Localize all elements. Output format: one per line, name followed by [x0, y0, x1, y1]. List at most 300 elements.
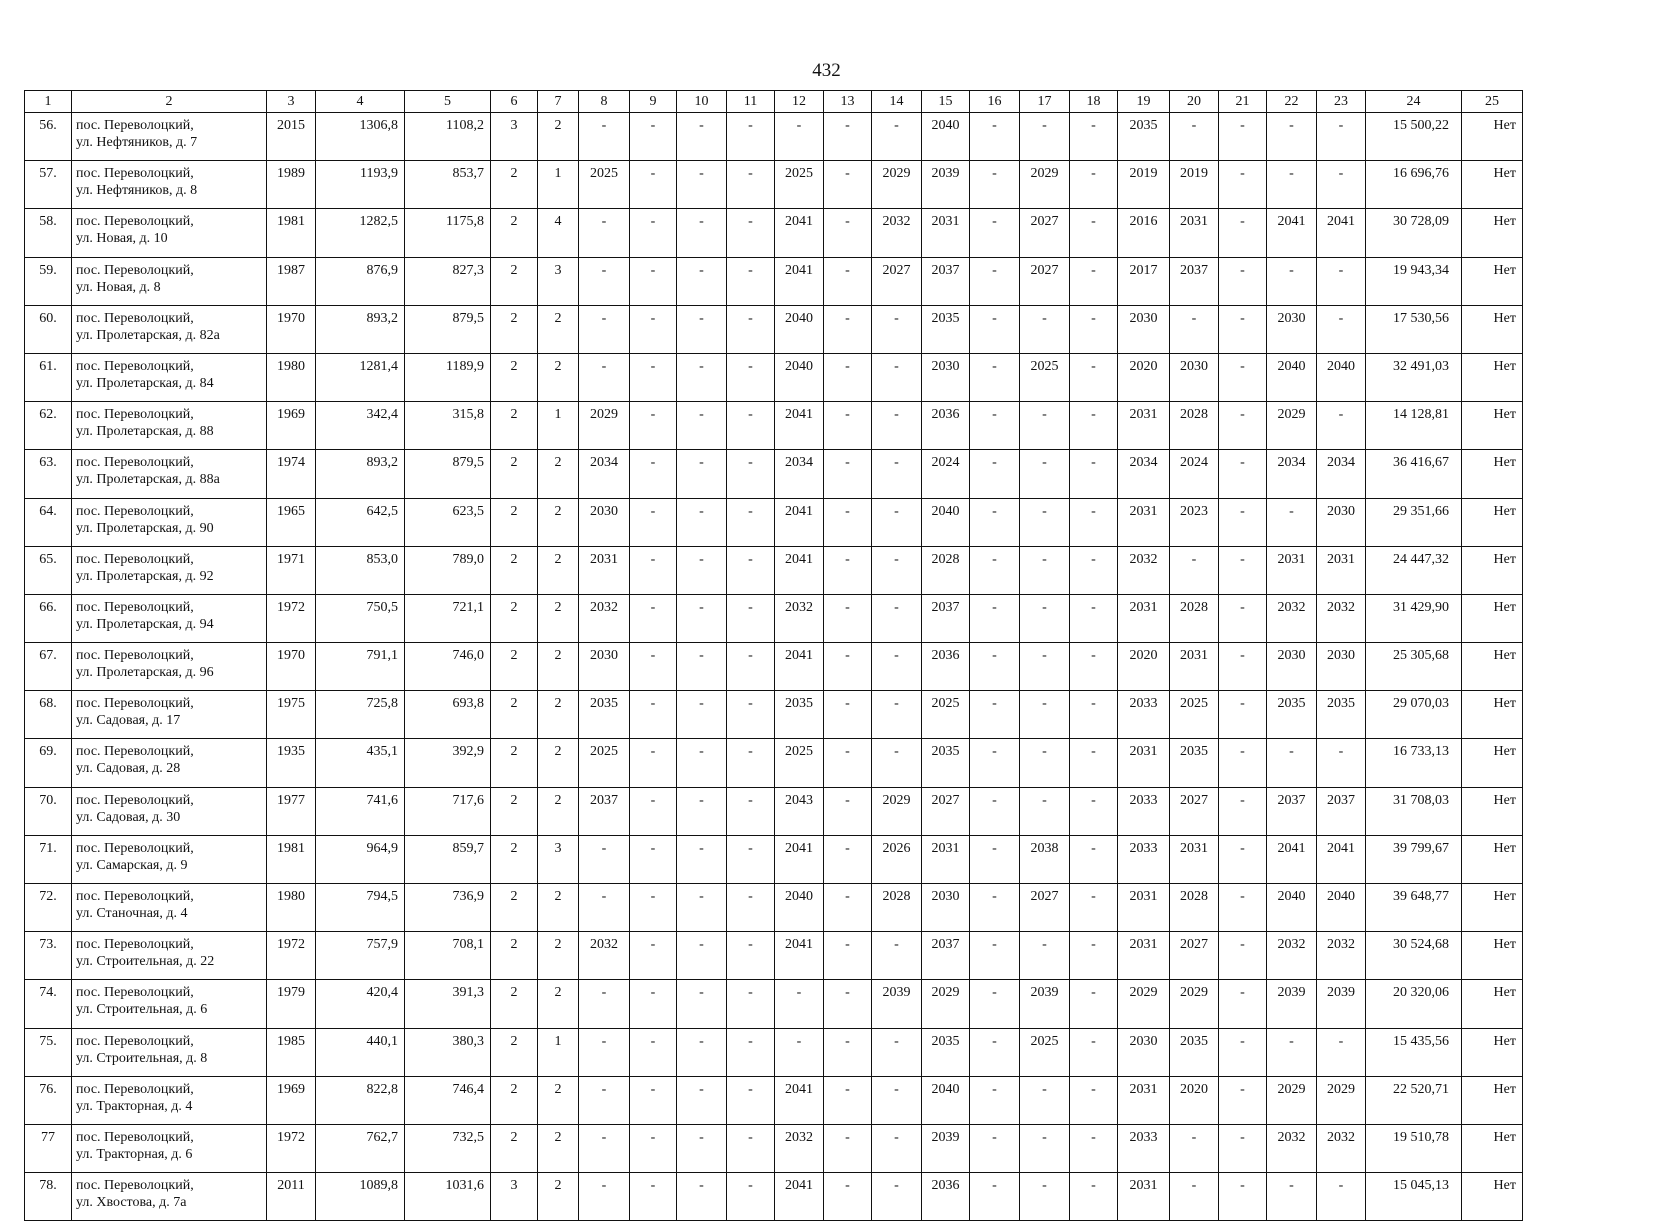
data-cell: -	[1267, 113, 1317, 161]
data-cell: 2037	[922, 594, 970, 642]
cost-cell: 19 510,78	[1366, 1124, 1462, 1172]
address-street: ул. Нефтяников, д. 8	[76, 183, 198, 199]
data-cell: 2019	[1118, 161, 1170, 209]
data-cell: 2032	[1317, 1124, 1366, 1172]
data-cell: -	[579, 1124, 630, 1172]
data-cell: -	[824, 643, 872, 691]
row-number-cell: 68.	[25, 691, 72, 739]
address-settlement: пос. Переволоцкий,	[76, 358, 194, 374]
column-header-21: 21	[1219, 91, 1267, 113]
address-cell	[72, 113, 267, 161]
data-cell: 2	[491, 498, 538, 546]
data-cell: 3	[491, 1173, 538, 1221]
data-cell: 2031	[1170, 643, 1219, 691]
data-cell: -	[1070, 257, 1118, 305]
data-cell: -	[872, 739, 922, 787]
table-row	[25, 932, 1523, 980]
data-cell: 2	[491, 353, 538, 401]
data-cell: 2040	[1317, 884, 1366, 932]
data-cell: 2039	[1317, 980, 1366, 1028]
data-cell: -	[579, 1076, 630, 1124]
data-cell: 2034	[775, 450, 824, 498]
data-cell: 2032	[1118, 546, 1170, 594]
data-cell: -	[1070, 450, 1118, 498]
data-cell: 2035	[579, 691, 630, 739]
data-cell: -	[677, 691, 727, 739]
data-cell: 2	[491, 1076, 538, 1124]
year-cell: 1970	[267, 643, 316, 691]
data-cell: 2	[491, 209, 538, 257]
flag-cell: Нет	[1462, 1173, 1523, 1221]
address-cell	[72, 932, 267, 980]
data-cell: -	[970, 643, 1020, 691]
flag-cell: Нет	[1462, 884, 1523, 932]
data-cell: -	[727, 1028, 775, 1076]
data-cell: -	[1020, 1173, 1070, 1221]
data-cell: -	[1219, 1028, 1267, 1076]
data-cell: 2032	[1267, 594, 1317, 642]
row-number-cell: 72.	[25, 884, 72, 932]
data-cell: -	[970, 980, 1020, 1028]
data-cell: 2031	[1118, 1076, 1170, 1124]
data-cell: -	[1170, 1124, 1219, 1172]
table-row	[25, 1173, 1523, 1221]
table-row	[25, 113, 1523, 161]
address-settlement: пос. Переволоцкий,	[76, 262, 194, 278]
data-cell: 2	[491, 932, 538, 980]
data-cell: 2039	[922, 1124, 970, 1172]
data-cell: -	[1219, 691, 1267, 739]
area-cell: 1306,8	[316, 113, 405, 161]
address-settlement: пос. Переволоцкий,	[76, 455, 194, 471]
data-cell: -	[872, 498, 922, 546]
address-settlement: пос. Переволоцкий,	[76, 648, 194, 664]
data-cell: 2030	[922, 353, 970, 401]
flag-cell: Нет	[1462, 739, 1523, 787]
data-cell: -	[677, 1124, 727, 1172]
data-cell: 2032	[579, 594, 630, 642]
data-cell: -	[677, 161, 727, 209]
data-cell: 2031	[1118, 739, 1170, 787]
data-cell: -	[630, 932, 677, 980]
data-cell: 2040	[1267, 353, 1317, 401]
data-cell: 2030	[1267, 643, 1317, 691]
data-cell: 2029	[1118, 980, 1170, 1028]
cost-cell: 29 351,66	[1366, 498, 1462, 546]
area-cell: 964,9	[316, 835, 405, 883]
data-cell: -	[727, 498, 775, 546]
row-number-cell: 60.	[25, 305, 72, 353]
address-settlement: пос. Переволоцкий,	[76, 1081, 194, 1097]
column-header-18: 18	[1070, 91, 1118, 113]
column-header-25: 25	[1462, 91, 1523, 113]
data-cell: -	[970, 884, 1020, 932]
data-cell: -	[1020, 1076, 1070, 1124]
data-cell: -	[727, 450, 775, 498]
data-cell: 2040	[1267, 884, 1317, 932]
cost-cell: 25 305,68	[1366, 643, 1462, 691]
data-cell: 2037	[579, 787, 630, 835]
data-cell: -	[970, 787, 1020, 835]
address-street: ул. Строительная, д. 8	[76, 1050, 208, 1066]
area-cell: 879,5	[405, 305, 491, 353]
year-cell: 1975	[267, 691, 316, 739]
area-cell: 746,0	[405, 643, 491, 691]
data-cell: 2028	[1170, 402, 1219, 450]
data-cell: -	[872, 1076, 922, 1124]
data-cell: 2036	[922, 643, 970, 691]
column-header-11: 11	[727, 91, 775, 113]
data-cell: -	[1070, 1124, 1118, 1172]
address-cell	[72, 498, 267, 546]
data-cell: -	[970, 161, 1020, 209]
address-street: ул. Станочная, д. 4	[76, 906, 188, 921]
column-header-5: 5	[405, 91, 491, 113]
table-row	[25, 305, 1523, 353]
data-cell: -	[630, 739, 677, 787]
address-street: ул. Новая, д. 10	[76, 231, 168, 247]
area-cell: 1175,8	[405, 209, 491, 257]
data-cell: 2032	[1267, 1124, 1317, 1172]
data-cell: 2	[538, 305, 579, 353]
data-cell: -	[579, 113, 630, 161]
data-cell: 2036	[922, 402, 970, 450]
data-cell: 2029	[1020, 161, 1070, 209]
data-cell: -	[1317, 257, 1366, 305]
data-cell: 2033	[1118, 787, 1170, 835]
data-cell: -	[824, 1173, 872, 1221]
data-cell: -	[1020, 498, 1070, 546]
data-cell: -	[677, 835, 727, 883]
address-settlement: пос. Переволоцкий,	[76, 792, 194, 808]
column-header-13: 13	[824, 91, 872, 113]
table-row	[25, 1124, 1523, 1172]
row-number-cell: 69.	[25, 739, 72, 787]
address-cell	[72, 884, 267, 932]
data-cell: 2	[538, 980, 579, 1028]
column-header-4: 4	[316, 91, 405, 113]
data-cell: -	[727, 835, 775, 883]
data-cell: -	[970, 450, 1020, 498]
data-cell: 2	[491, 450, 538, 498]
data-cell: 2025	[922, 691, 970, 739]
data-cell: 2	[491, 594, 538, 642]
data-cell: 2037	[1170, 257, 1219, 305]
data-cell: -	[1219, 257, 1267, 305]
data-cell: -	[677, 402, 727, 450]
data-cell: 2032	[1317, 594, 1366, 642]
data-cell: 2031	[1170, 209, 1219, 257]
column-header-14: 14	[872, 91, 922, 113]
data-cell: -	[677, 1028, 727, 1076]
column-header-7: 7	[538, 91, 579, 113]
area-cell: 741,6	[316, 787, 405, 835]
data-cell: 2030	[579, 643, 630, 691]
data-cell: 2030	[1267, 305, 1317, 353]
year-cell: 1972	[267, 594, 316, 642]
cost-cell: 15 045,13	[1366, 1173, 1462, 1221]
data-cell: 2	[491, 305, 538, 353]
data-cell: 2039	[1267, 980, 1317, 1028]
data-cell: -	[1070, 353, 1118, 401]
data-cell: -	[727, 305, 775, 353]
address-settlement: пос. Переволоцкий,	[76, 310, 194, 326]
address-street: ул. Тракторная, д. 4	[76, 1098, 193, 1114]
data-cell: -	[1317, 305, 1366, 353]
address-settlement: пос. Переволоцкий,	[76, 1178, 194, 1194]
row-number-cell: 62.	[25, 402, 72, 450]
table-row	[25, 353, 1523, 401]
area-cell: 736,9	[405, 884, 491, 932]
data-cell: 2	[538, 498, 579, 546]
address-cell	[72, 1076, 267, 1124]
data-cell: 2016	[1118, 209, 1170, 257]
data-cell: 2030	[1317, 643, 1366, 691]
data-cell: -	[1020, 787, 1070, 835]
table-row	[25, 1028, 1523, 1076]
flag-cell: Нет	[1462, 1028, 1523, 1076]
data-cell: 2027	[1170, 787, 1219, 835]
data-cell: -	[824, 835, 872, 883]
data-cell: -	[1020, 643, 1070, 691]
address-cell	[72, 546, 267, 594]
data-cell: -	[970, 1028, 1020, 1076]
data-cell: 2025	[775, 739, 824, 787]
data-cell: -	[824, 257, 872, 305]
row-number-cell: 66.	[25, 594, 72, 642]
data-cell: -	[1070, 932, 1118, 980]
data-cell: 2031	[579, 546, 630, 594]
column-number-header-row	[25, 91, 1523, 113]
data-cell: 2040	[775, 353, 824, 401]
data-cell: -	[1267, 1173, 1317, 1221]
data-cell: 2	[491, 739, 538, 787]
data-cell: 2040	[1317, 353, 1366, 401]
data-cell: -	[677, 450, 727, 498]
data-cell: -	[970, 305, 1020, 353]
column-header-10: 10	[677, 91, 727, 113]
data-cell: -	[1070, 980, 1118, 1028]
data-cell: -	[579, 209, 630, 257]
data-cell: -	[727, 980, 775, 1028]
data-cell: 2027	[872, 257, 922, 305]
area-cell: 789,0	[405, 546, 491, 594]
data-cell: -	[630, 643, 677, 691]
cost-cell: 31 429,90	[1366, 594, 1462, 642]
table-row	[25, 643, 1523, 691]
data-cell: 2041	[1267, 835, 1317, 883]
data-cell: 2	[538, 932, 579, 980]
data-cell: -	[872, 546, 922, 594]
data-cell: -	[1020, 1124, 1070, 1172]
data-cell: -	[677, 594, 727, 642]
row-number-cell: 61.	[25, 353, 72, 401]
data-cell: -	[1219, 1076, 1267, 1124]
row-number-cell: 65.	[25, 546, 72, 594]
data-cell: 2025	[1170, 691, 1219, 739]
area-cell: 1089,8	[316, 1173, 405, 1221]
data-cell: -	[1070, 1028, 1118, 1076]
data-cell: -	[1070, 546, 1118, 594]
table-row	[25, 980, 1523, 1028]
area-cell: 717,6	[405, 787, 491, 835]
data-cell: 2039	[1020, 980, 1070, 1028]
year-cell: 1970	[267, 305, 316, 353]
area-cell: 1108,2	[405, 113, 491, 161]
data-cell: -	[630, 161, 677, 209]
data-cell: -	[579, 305, 630, 353]
area-cell: 853,0	[316, 546, 405, 594]
table-row	[25, 787, 1523, 835]
cost-cell: 17 530,56	[1366, 305, 1462, 353]
data-cell: -	[727, 113, 775, 161]
year-cell: 1971	[267, 546, 316, 594]
address-cell	[72, 691, 267, 739]
data-cell: -	[727, 353, 775, 401]
data-cell: -	[1020, 546, 1070, 594]
data-cell: 2028	[1170, 884, 1219, 932]
data-cell: 2039	[922, 161, 970, 209]
column-header-2: 2	[72, 91, 267, 113]
data-cell: -	[727, 1124, 775, 1172]
table-row	[25, 161, 1523, 209]
data-cell: -	[1219, 498, 1267, 546]
data-cell: -	[824, 594, 872, 642]
data-cell: 2033	[1118, 1124, 1170, 1172]
data-cell: 2024	[1170, 450, 1219, 498]
data-cell: -	[630, 1124, 677, 1172]
column-header-17: 17	[1020, 91, 1070, 113]
column-header-22: 22	[1267, 91, 1317, 113]
data-cell: -	[677, 980, 727, 1028]
address-street: ул. Тракторная, д. 6	[76, 1146, 193, 1162]
data-cell: -	[630, 980, 677, 1028]
data-cell: -	[775, 113, 824, 161]
data-cell: -	[824, 932, 872, 980]
table-body	[25, 113, 1523, 1221]
address-settlement: пос. Переволоцкий,	[76, 503, 194, 519]
data-cell: -	[872, 1173, 922, 1221]
data-cell: 2030	[922, 884, 970, 932]
area-cell: 822,8	[316, 1076, 405, 1124]
area-cell: 1189,9	[405, 353, 491, 401]
data-cell: 4	[538, 209, 579, 257]
data-cell: 2032	[872, 209, 922, 257]
data-cell: 2	[538, 113, 579, 161]
data-cell: 2032	[1317, 932, 1366, 980]
data-cell: 2043	[775, 787, 824, 835]
data-cell: -	[872, 402, 922, 450]
data-cell: -	[970, 546, 1020, 594]
data-cell: -	[630, 1076, 677, 1124]
data-cell: 2029	[872, 161, 922, 209]
column-header-19: 19	[1118, 91, 1170, 113]
year-cell: 1980	[267, 884, 316, 932]
data-cell: -	[970, 209, 1020, 257]
cost-cell: 19 943,34	[1366, 257, 1462, 305]
flag-cell: Нет	[1462, 305, 1523, 353]
cost-cell: 15 500,22	[1366, 113, 1462, 161]
address-cell	[72, 787, 267, 835]
data-cell: -	[1219, 932, 1267, 980]
area-cell: 725,8	[316, 691, 405, 739]
data-cell: -	[1170, 113, 1219, 161]
data-cell: 2034	[1118, 450, 1170, 498]
data-cell: 2029	[1267, 1076, 1317, 1124]
area-cell: 876,9	[316, 257, 405, 305]
data-cell: -	[677, 1173, 727, 1221]
data-cell: -	[579, 835, 630, 883]
data-cell: -	[1267, 257, 1317, 305]
data-cell: -	[872, 1028, 922, 1076]
data-cell: -	[970, 257, 1020, 305]
data-cell: -	[1219, 546, 1267, 594]
data-cell: 2	[491, 787, 538, 835]
area-cell: 342,4	[316, 402, 405, 450]
address-settlement: пос. Переволоцкий,	[76, 551, 194, 567]
address-street: ул. Самарская, д. 9	[76, 857, 188, 873]
data-cell: -	[677, 787, 727, 835]
data-cell: 2	[538, 353, 579, 401]
address-settlement: пос. Переволоцкий,	[76, 985, 194, 1001]
cost-cell: 24 447,32	[1366, 546, 1462, 594]
cost-cell: 30 524,68	[1366, 932, 1462, 980]
data-cell: 2025	[1020, 353, 1070, 401]
data-cell: -	[824, 113, 872, 161]
data-cell: -	[677, 546, 727, 594]
data-cell: -	[1317, 1028, 1366, 1076]
data-cell: -	[1070, 884, 1118, 932]
data-cell: -	[1020, 932, 1070, 980]
data-cell: -	[630, 305, 677, 353]
year-cell: 1972	[267, 1124, 316, 1172]
year-cell: 1979	[267, 980, 316, 1028]
data-cell: 2	[491, 546, 538, 594]
data-cell: -	[970, 1124, 1020, 1172]
area-cell: 893,2	[316, 450, 405, 498]
data-cell: 1	[538, 161, 579, 209]
address-cell	[72, 1173, 267, 1221]
data-cell: -	[630, 594, 677, 642]
table-row	[25, 691, 1523, 739]
data-cell: 2025	[1020, 1028, 1070, 1076]
column-header-6: 6	[491, 91, 538, 113]
area-cell: 879,5	[405, 450, 491, 498]
data-cell: -	[727, 787, 775, 835]
row-number-cell: 67.	[25, 643, 72, 691]
area-cell: 791,1	[316, 643, 405, 691]
address-cell	[72, 161, 267, 209]
data-cell: -	[579, 353, 630, 401]
data-cell: 1	[538, 402, 579, 450]
year-cell: 2015	[267, 113, 316, 161]
data-cell: 2035	[1267, 691, 1317, 739]
cost-cell: 36 416,67	[1366, 450, 1462, 498]
data-cell: -	[677, 498, 727, 546]
address-cell	[72, 594, 267, 642]
data-cell: -	[824, 691, 872, 739]
data-cell: 2041	[775, 546, 824, 594]
data-cell: -	[1219, 209, 1267, 257]
data-cell: -	[1070, 498, 1118, 546]
data-cell: -	[824, 402, 872, 450]
data-cell: 2030	[1118, 1028, 1170, 1076]
data-cell: -	[1267, 1028, 1317, 1076]
row-number-cell: 77	[25, 1124, 72, 1172]
flag-cell: Нет	[1462, 835, 1523, 883]
data-cell: 2041	[775, 257, 824, 305]
cost-cell: 14 128,81	[1366, 402, 1462, 450]
